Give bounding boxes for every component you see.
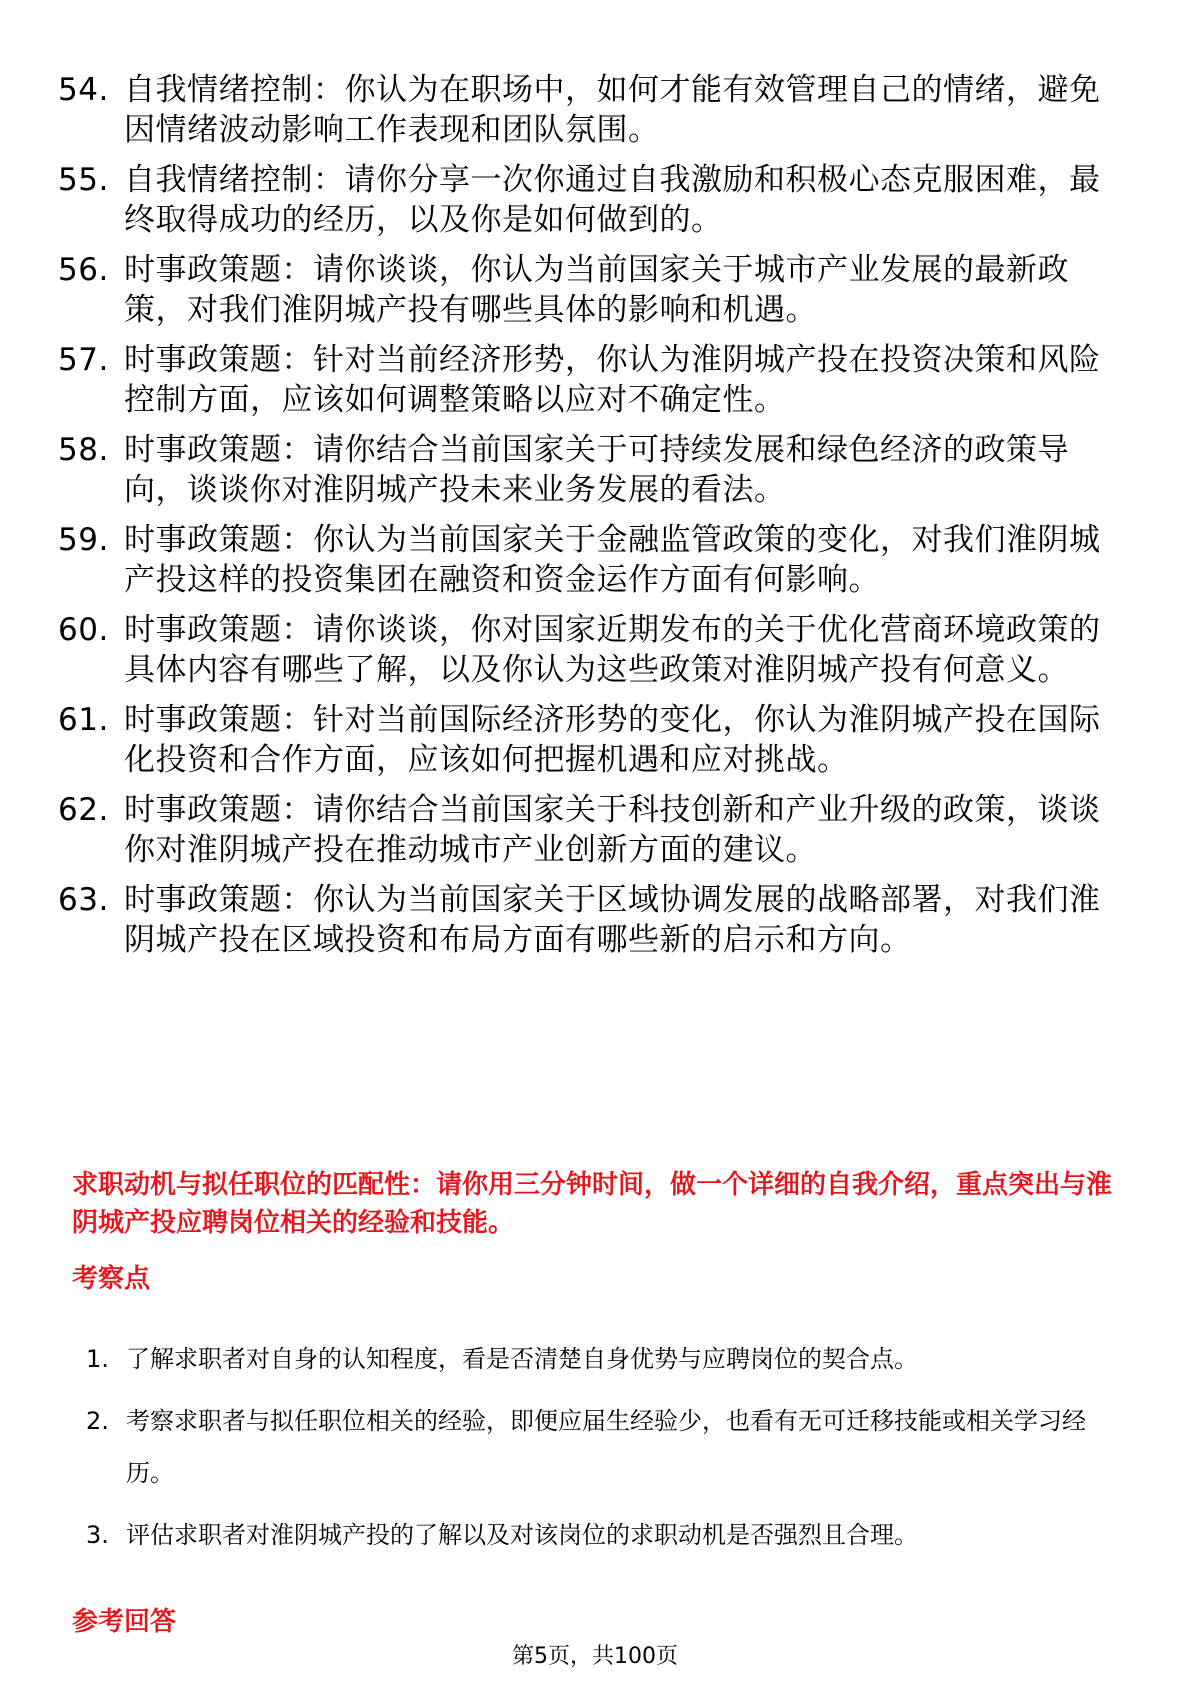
list-item — [86, 1333, 1126, 1385]
question-number: 54. — [58, 72, 109, 108]
question-text: 时事政策题：请你结合当前国家关于科技创新和产业升级的政策，谈谈你对淮阴城产投在推动城市产业创新方面的建议。 — [124, 792, 1101, 868]
question-item — [58, 610, 1118, 690]
question-number: 59. — [58, 522, 109, 558]
question-number: 57. — [58, 342, 109, 378]
question-number: 62. — [58, 792, 109, 828]
question-number: 61. — [58, 702, 109, 738]
question-text: 时事政策题：你认为当前国家关于金融监管政策的变化，对我们淮阴城产投这样的投资集团在融资和资金运作方面有何影响。 — [124, 522, 1101, 598]
question-text: 自我情绪控制：请你分享一次你通过自我激励和积极心态克服困难，最终取得成功的经历，以及你是如何做到的。 — [124, 162, 1101, 238]
list-item-text: 考察求职者与拟任职位相关的经验，即便应届生经验少，也看有无可迁移技能或相关学习经历。 — [126, 1407, 1086, 1487]
question-item — [58, 430, 1118, 510]
question-text: 时事政策题：请你谈谈，你认为当前国家关于城市产业发展的最新政策，对我们淮阴城产投有哪些具体的影响和机遇。 — [124, 252, 1069, 328]
question-item — [58, 250, 1118, 330]
highlighted-question: 求职动机与拟任职位的匹配性：请你用三分钟时间，做一个详细的自我介绍，重点突出与淮阴城产投应聘岗位相关的经验和技能。 — [72, 1170, 1113, 1238]
question-item — [58, 340, 1118, 420]
assessment-points-list — [86, 1333, 1126, 1571]
question-number: 63. — [58, 882, 109, 918]
question-text: 时事政策题：针对当前经济形势，你认为淮阴城产投在投资决策和风险控制方面，应该如何调整策略以应对不确定性。 — [124, 342, 1101, 418]
list-item-text: 了解求职者对自身的认知程度，看是否清楚自身优势与应聘岗位的契合点。 — [126, 1345, 918, 1373]
list-item — [86, 1395, 1126, 1499]
question-number: 55. — [58, 162, 109, 198]
question-item — [58, 700, 1118, 780]
question-number: 60. — [58, 612, 109, 648]
question-item — [58, 880, 1118, 960]
list-item-number: 1. — [86, 1345, 109, 1373]
section-heading-kaocha: 考察点 — [72, 1264, 151, 1294]
question-item — [58, 160, 1118, 240]
question-text: 自我情绪控制：你认为在职场中，如何才能有效管理自己的情绪，避免因情绪波动影响工作表现和团队氛围。 — [124, 72, 1101, 148]
question-number: 58. — [58, 432, 109, 468]
question-number: 56. — [58, 252, 109, 288]
list-item-number: 3. — [86, 1521, 109, 1549]
section-heading-cankao: 参考回答 — [72, 1607, 177, 1637]
question-text: 时事政策题：针对当前国际经济形势的变化，你认为淮阴城产投在国际化投资和合作方面，应该如何把握机遇和应对挑战。 — [124, 702, 1101, 778]
question-item — [58, 520, 1118, 600]
question-text: 时事政策题：你认为当前国家关于区域协调发展的战略部署，对我们淮阴城产投在区域投资和布局方面有哪些新的启示和方向。 — [124, 882, 1101, 958]
question-text: 时事政策题：请你结合当前国家关于可持续发展和绿色经济的政策导向，谈谈你对淮阴城产投未来业务发展的看法。 — [124, 432, 1069, 508]
list-item-number: 2. — [86, 1407, 109, 1435]
list-item — [86, 1509, 1126, 1561]
question-text: 时事政策题：请你谈谈，你对国家近期发布的关于优化营商环境政策的具体内容有哪些了解，以及你认为这些政策对淮阴城产投有何意义。 — [124, 612, 1101, 688]
question-item — [58, 790, 1118, 870]
page-footer: 第5页，共100页 — [512, 1644, 678, 1669]
question-item — [58, 70, 1118, 150]
question-list — [58, 70, 1118, 970]
list-item-text: 评估求职者对淮阴城产投的了解以及对该岗位的求职动机是否强烈且合理。 — [126, 1521, 918, 1549]
